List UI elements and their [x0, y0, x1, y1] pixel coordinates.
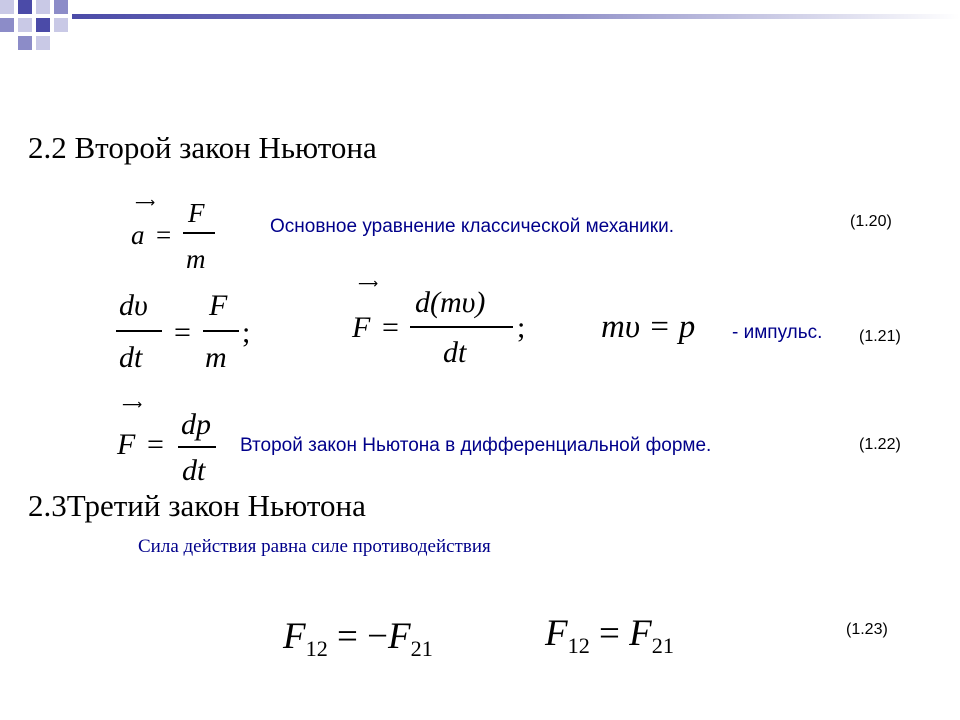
eq-1-22-lhs: F	[117, 428, 136, 461]
eq-1-21a-numerator: dυ	[119, 289, 148, 322]
eq-1-23a-rhs: F	[388, 616, 411, 657]
eq-1-21a-denominator: dt	[119, 341, 143, 374]
eq-1-23b-lhs: F	[545, 613, 568, 654]
eq-1-21a-denominator-2: m	[205, 341, 227, 374]
header-pattern-graphic	[0, 0, 960, 60]
eq-number-1-22: (1.22)	[859, 436, 901, 453]
vector-arrow-icon: ⟶	[358, 276, 379, 292]
eq-1-22-denominator: dt	[182, 454, 206, 487]
caption-1-20: Основное уравнение классической механики.	[270, 216, 674, 237]
eq-1-20-numerator: F	[188, 198, 205, 228]
eq-number-1-21: (1.21)	[859, 328, 901, 345]
eq-1-20-lhs: a	[131, 220, 145, 250]
fraction-bar	[116, 330, 162, 332]
eq-1-23b-lhs-sub: 12	[567, 632, 590, 658]
caption-1-22: Второй закон Ньютона в дифференциальной форме.	[240, 435, 712, 456]
eq-1-20-equals: =	[156, 220, 172, 250]
equation-1-23-a	[283, 618, 433, 660]
eq-1-21a-equals: =	[174, 316, 191, 349]
eq-1-21b-equals: =	[382, 311, 399, 344]
heading-second-law: 2.2 Второй закон Ньютона	[28, 130, 377, 165]
eq-1-21b-lhs: F	[352, 311, 371, 344]
eq-1-21b-denominator: dt	[443, 336, 467, 369]
eq-1-21b-semicolon: ;	[517, 311, 526, 344]
fraction-bar	[183, 232, 215, 234]
eq-1-21a-semicolon: ;	[242, 316, 251, 349]
equation-1-23-b	[545, 615, 674, 657]
eq-1-21c-momentum: mυ = p	[601, 309, 696, 345]
eq-1-20-denominator: m	[186, 244, 206, 274]
caption-impulse: - импульс.	[732, 322, 823, 343]
eq-1-21b-numerator: d(mυ)	[415, 286, 486, 319]
eq-1-21a-numerator-2: F	[209, 289, 228, 322]
eq-1-23b-relation: =	[599, 613, 620, 654]
eq-number-1-20: (1.20)	[850, 213, 892, 230]
eq-1-23a-lhs-sub: 12	[305, 635, 328, 661]
eq-1-23a-rhs-sub: 21	[410, 635, 433, 661]
vector-arrow-icon: ⟶	[135, 195, 156, 211]
fraction-bar	[203, 330, 239, 332]
eq-1-23b-rhs: F	[629, 613, 652, 654]
eq-number-1-23: (1.23)	[846, 621, 888, 638]
heading-third-law: 2.3Третий закон Ньютона	[28, 488, 366, 523]
vector-arrow-icon: ⟶	[122, 397, 143, 413]
eq-1-23b-rhs-sub: 21	[651, 632, 674, 658]
eq-1-23a-lhs: F	[283, 616, 306, 657]
fraction-bar	[178, 446, 216, 448]
eq-1-22-numerator: dp	[181, 408, 211, 441]
subtitle-action-reaction: Сила действия равна силе противодействия	[138, 536, 491, 557]
eq-1-22-equals: =	[147, 428, 164, 461]
fraction-bar	[410, 326, 513, 328]
eq-1-23a-relation: = −	[337, 616, 389, 657]
